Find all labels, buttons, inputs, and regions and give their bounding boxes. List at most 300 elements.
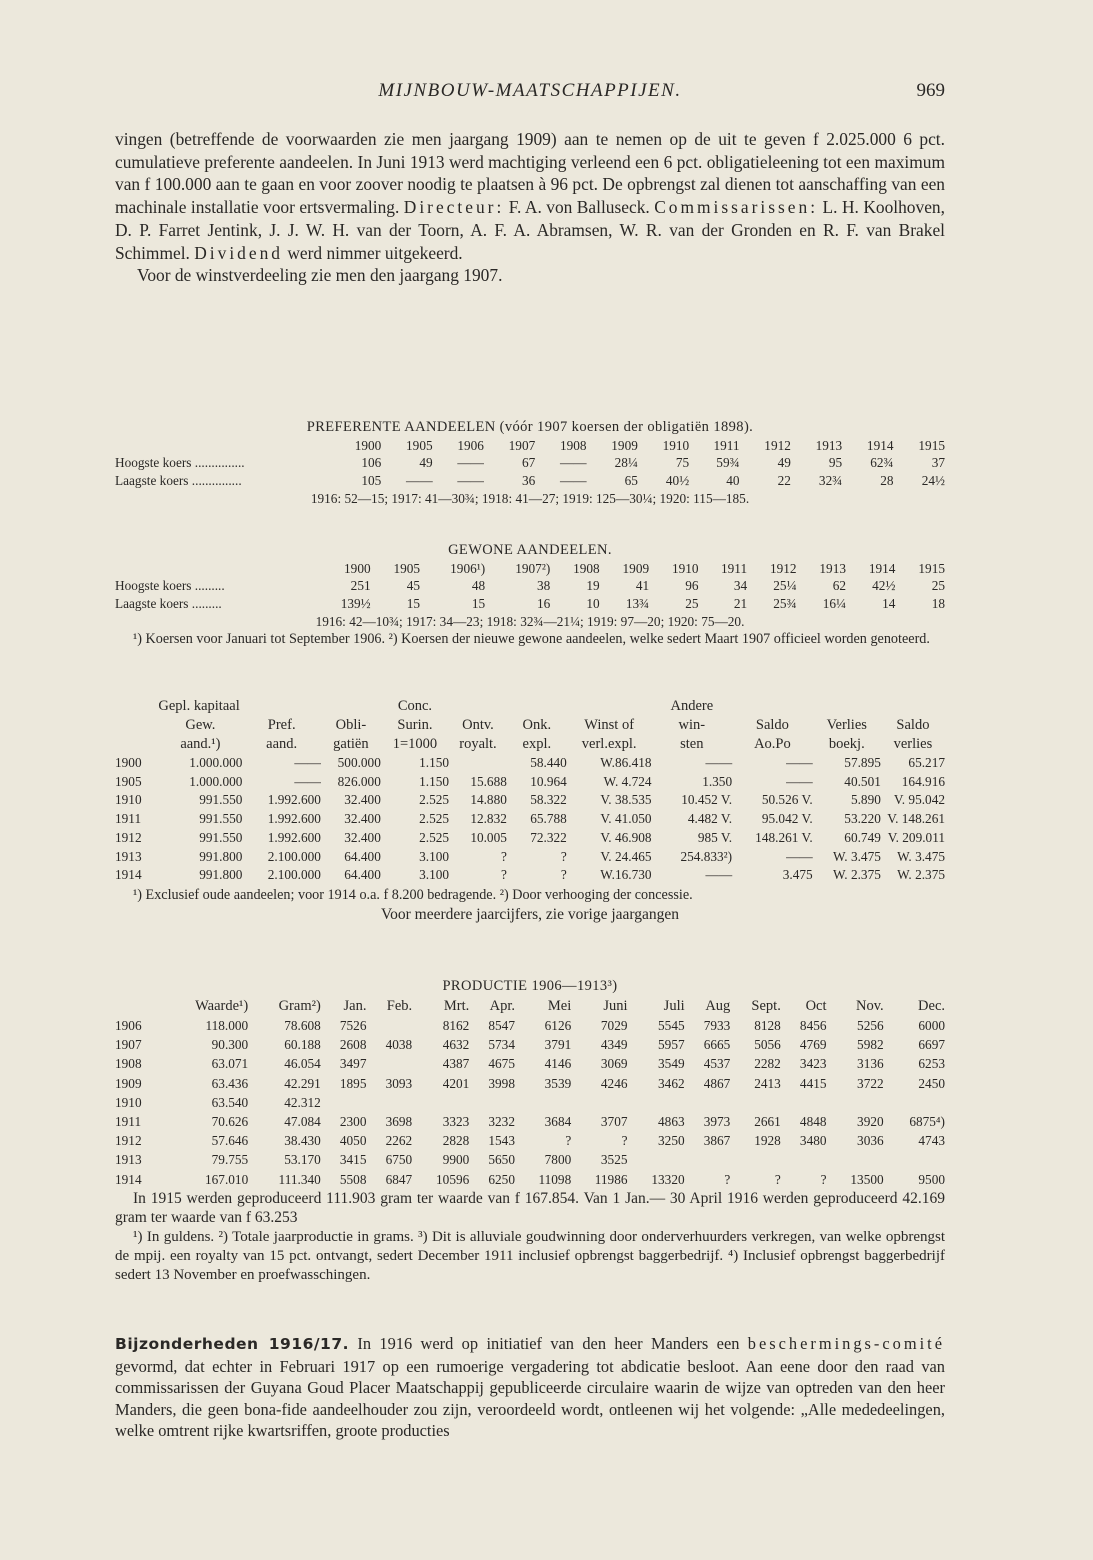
- table-cell: 2450: [918, 1075, 945, 1091]
- table-cell: 139½: [340, 595, 371, 611]
- table-cell: 47.084: [284, 1114, 321, 1130]
- header-cell: Surin.: [397, 717, 433, 733]
- header-cell: Jan.: [343, 998, 367, 1014]
- row-label: Hoogste koers ...............: [115, 455, 245, 471]
- table-cell: [515, 1093, 571, 1112]
- header-cell: Ao.Po: [754, 736, 791, 752]
- table-cell: [827, 1150, 884, 1169]
- year-cell: 1906: [457, 438, 484, 453]
- table-cell: [321, 1093, 367, 1112]
- table-cell: 65.217: [908, 755, 945, 770]
- year-cell: 1914: [115, 1171, 142, 1187]
- year-cell: 1909: [611, 438, 638, 453]
- table-cell: 60.188: [284, 1037, 321, 1053]
- table-cell: 991.800: [199, 867, 243, 883]
- year-cell: 1908: [573, 561, 600, 576]
- table-cell: 2262: [385, 1133, 413, 1149]
- table-header-row: [115, 735, 945, 754]
- year-cell: 1907: [508, 438, 536, 453]
- year-cell: 1914: [868, 561, 896, 576]
- header-cell: Pref.: [267, 717, 296, 733]
- table-cell: [628, 1093, 685, 1112]
- header-cell: Verlies: [826, 717, 867, 733]
- table-cell: 60.749: [844, 829, 881, 845]
- table-cell: 34: [733, 578, 748, 594]
- table-cell: ?: [724, 1171, 731, 1187]
- table-cell: ?: [560, 867, 567, 883]
- table-cell: 4050: [339, 1133, 367, 1149]
- table-cell: 1.150: [419, 755, 450, 770]
- table-cell: 32¾: [818, 472, 843, 488]
- table-cell: 2.525: [419, 829, 450, 845]
- table-cell: 3722: [857, 1075, 884, 1091]
- table-cell: 3480: [799, 1133, 827, 1149]
- table-cell: 63.540: [211, 1094, 249, 1110]
- year-cell: 1908: [115, 1056, 142, 1072]
- kapitaal-footnote: ¹) Exclusief oude aandeelen; voor 1914 o.a. f 8.200 bedragende. ²) Door verhooging der concessie.: [133, 886, 693, 903]
- table-cell: W.86.418: [600, 755, 652, 770]
- year-cell: 1908: [559, 438, 587, 453]
- table-cell: W. 2.375: [832, 867, 881, 883]
- table-cell: 4349: [600, 1037, 628, 1053]
- winstverdeeling-paragraph: Voor de winstverdeeling zie men den jaargang 1907.: [137, 265, 503, 286]
- table-cell: [685, 1093, 731, 1112]
- header-cell: Sept.: [751, 998, 781, 1014]
- table-cell: 58.440: [530, 755, 567, 770]
- table-cell: ——: [457, 455, 484, 471]
- table-cell: 2.100.000: [267, 867, 321, 883]
- table-row: [115, 754, 945, 773]
- header-cell: [115, 735, 158, 754]
- table-cell: 28¼: [614, 455, 638, 471]
- table-cell: 49: [419, 455, 433, 471]
- table-cell: 1.992.600: [267, 829, 321, 845]
- table-cell: 57.646: [211, 1133, 249, 1149]
- year-cell: 1913: [115, 1152, 142, 1168]
- year-cell: 1914: [115, 867, 142, 883]
- table-header-row: [115, 437, 945, 454]
- header-cell: Gepl. kapitaal: [158, 698, 240, 714]
- table-cell: 16: [536, 595, 551, 611]
- table-cell: 991.550: [199, 811, 243, 827]
- table-cell: V. 148.261: [887, 811, 945, 827]
- table-cell: ——: [705, 755, 733, 770]
- table-cell: 37: [931, 455, 945, 471]
- bijzonderheden-spaced-term: beschermings-comité: [747, 1334, 945, 1353]
- table-cell: 10.964: [530, 773, 567, 789]
- table-cell: [685, 1150, 731, 1169]
- table-cell: 65.788: [530, 811, 567, 827]
- productie-table: [115, 996, 945, 1189]
- table-cell: [366, 1016, 412, 1035]
- table-cell: 826.000: [337, 773, 381, 789]
- table-cell: 75: [675, 455, 690, 471]
- header-cell: verlies: [893, 736, 933, 752]
- table-cell: 78.608: [284, 1018, 321, 1033]
- table-cell: 46.054: [284, 1056, 321, 1072]
- table-cell: [730, 1150, 781, 1169]
- table-cell: 59¾: [716, 455, 740, 471]
- table-cell: 5734: [488, 1037, 515, 1053]
- header-cell: aand.¹): [180, 736, 221, 752]
- table-cell: V. 38.535: [600, 792, 652, 808]
- productie-paragraph: In 1915 werden geproduceerd 111.903 gram ter waarde van f 167.854. Van 1 Jan.— 30 April 1916 werden geproduceerd 42.169 gram ter waarde van f 63.253: [115, 1189, 945, 1227]
- table-cell: 4632: [442, 1037, 470, 1053]
- bijzonderheden-text-a: In 1916 werd op initiatief van den heer Manders een: [357, 1334, 740, 1353]
- header-cell: Conc.: [397, 698, 433, 714]
- table-cell: 4415: [799, 1075, 827, 1091]
- table-cell: 63.071: [211, 1056, 249, 1072]
- table-cell: 5982: [857, 1037, 884, 1053]
- header-cell: verl.expl.: [581, 736, 637, 752]
- dividend-value: werd nimmer uitgekeerd.: [287, 242, 463, 263]
- table-cell: 3415: [339, 1152, 367, 1168]
- table-cell: 118.000: [205, 1018, 249, 1033]
- table-cell: 2608: [339, 1037, 367, 1053]
- running-title: MIJNBOUW-MAATSCHAPPIJEN.: [378, 80, 682, 101]
- table-cell: 4867: [703, 1075, 731, 1091]
- table-cell: ——: [705, 867, 733, 883]
- table-row: [115, 1093, 945, 1112]
- header-cell: sten: [680, 736, 704, 752]
- table-cell: ?: [500, 867, 507, 883]
- header-cell: 1=1000: [392, 736, 438, 752]
- header-cell: [567, 697, 652, 716]
- intro-section: [115, 128, 945, 287]
- table-cell: 10.452 V.: [681, 792, 733, 808]
- table-cell: 3867: [703, 1133, 731, 1149]
- table-cell: 7029: [600, 1018, 628, 1033]
- header-cell: Juni: [603, 998, 628, 1014]
- table-cell: 1.150: [419, 773, 450, 789]
- bijzonderheden-section: [115, 1333, 945, 1442]
- table-cell: 8162: [442, 1018, 470, 1033]
- table-cell: 65: [624, 472, 638, 488]
- kapitaal-section: [115, 697, 945, 926]
- table-cell: ——: [294, 755, 321, 770]
- running-header: [115, 80, 945, 106]
- table-cell: 36: [521, 472, 536, 488]
- table-cell: 42.291: [284, 1075, 321, 1091]
- table-cell: 3136: [857, 1056, 884, 1072]
- table-cell: 2282: [754, 1056, 781, 1072]
- table-cell: 2.525: [419, 811, 450, 827]
- table-cell: ?: [565, 1133, 572, 1149]
- table-cell: 3549: [658, 1056, 685, 1072]
- table-cell: 38.430: [284, 1133, 321, 1149]
- header-cell: royalt.: [459, 736, 497, 752]
- table-cell: 28: [880, 472, 894, 488]
- table-cell: 62¾: [870, 455, 894, 471]
- table-row: [115, 1131, 945, 1150]
- table-cell: 90.300: [211, 1037, 249, 1053]
- page-number: 969: [916, 80, 945, 101]
- table-cell: [781, 1150, 827, 1169]
- table-cell: ——: [457, 472, 484, 488]
- table-cell: 41: [635, 578, 650, 594]
- intro-text: vingen (betreffende de voorwaarden zie men jaargang 1909) aan te nemen op de uit te geven f 2.025.000 6 pct. cumulatieve preferente aandeelen. In Juni 1913 werd machtiging verleend een 6 pct. obligatieleening tot een maximum van f 100.000 aan te gaan en voor zoover noodig te plaatsen à 96 pct. De opbrengst zal dienen tot aanschaffing van een machinale installatie voor ertsvermaling.: [115, 129, 945, 218]
- year-cell: 1905: [393, 561, 421, 576]
- preferente-caption: PREFERENTE AANDEELEN (vóór 1907 koersen der obligatiën 1898).: [306, 419, 754, 435]
- table-cell: 1928: [754, 1133, 781, 1149]
- table-cell: 50.526 V.: [761, 792, 813, 808]
- table-cell: V. 46.908: [600, 829, 652, 845]
- table-cell: [469, 1093, 515, 1112]
- header-cell: Andere: [670, 698, 714, 714]
- table-cell: 9900: [442, 1152, 470, 1168]
- header-cell: [321, 697, 381, 716]
- table-cell: W. 3.475: [897, 848, 945, 864]
- table-cell: 11098: [538, 1171, 572, 1187]
- year-cell: 1913: [115, 848, 142, 864]
- row-label: Laagste koers .........: [115, 595, 222, 611]
- table-cell: 16¼: [822, 595, 846, 611]
- gewone-footnote: ¹) Koersen voor Januari tot September 1906. ²) Koersen der nieuwe gewone aandeelen, welke sedert Maart 1907 officieel worden genoteerd.: [133, 630, 930, 647]
- table-cell: 5.890: [850, 792, 881, 808]
- year-cell: 1913: [815, 438, 843, 453]
- table-cell: 8128: [754, 1018, 781, 1033]
- table-cell: 3920: [857, 1114, 884, 1130]
- year-cell: 1909: [115, 1075, 142, 1091]
- preferente-section: [115, 417, 945, 508]
- table-cell: 148.261 V.: [755, 829, 813, 845]
- table-cell: 53.170: [284, 1152, 321, 1168]
- table-row: [115, 1035, 945, 1054]
- header-cell: [115, 716, 158, 735]
- table-cell: 24½: [921, 472, 945, 488]
- header-cell: Onk.: [522, 717, 552, 733]
- table-cell: ——: [786, 755, 813, 770]
- year-cell: 1912: [115, 1133, 142, 1149]
- table-cell: 40.501: [844, 773, 881, 789]
- table-row: [115, 773, 945, 792]
- header-cell: gatiën: [333, 736, 369, 752]
- table-row: [115, 1074, 945, 1093]
- table-cell: 18: [931, 595, 945, 611]
- table-cell: 13320: [651, 1171, 685, 1187]
- table-cell: 6847: [385, 1171, 413, 1187]
- table-cell: 4863: [658, 1114, 685, 1130]
- table-cell: 45: [406, 578, 421, 594]
- year-cell: 1900: [115, 755, 142, 770]
- table-cell: 8547: [488, 1018, 515, 1033]
- table-cell: W. 3.475: [832, 848, 881, 864]
- table-cell: 111.340: [278, 1171, 321, 1187]
- table-cell: 3791: [544, 1037, 572, 1053]
- table-cell: 38: [536, 578, 551, 594]
- table-cell: 3684: [544, 1114, 572, 1130]
- table-cell: 64.400: [344, 867, 381, 883]
- table-cell: 6750: [385, 1152, 413, 1168]
- table-cell: 2.525: [419, 792, 450, 808]
- header-cell: Saldo: [896, 717, 930, 733]
- table-cell: 3497: [339, 1056, 367, 1072]
- header-cell: Waarde¹): [195, 998, 249, 1014]
- table-cell: 10: [586, 595, 600, 611]
- table-cell: 251: [350, 578, 371, 594]
- table-cell: 13500: [850, 1171, 884, 1187]
- table-cell: 10596: [436, 1171, 470, 1187]
- table-cell: 5256: [857, 1018, 884, 1033]
- table-cell: 4146: [544, 1056, 572, 1072]
- table-cell: 58.322: [530, 792, 567, 808]
- table-cell: 25¾: [773, 595, 797, 611]
- table-cell: 15: [471, 595, 486, 611]
- year-cell: 1910: [662, 438, 690, 453]
- table-cell: 7933: [703, 1018, 731, 1033]
- table-cell: 3232: [488, 1114, 515, 1130]
- table-cell: 79.755: [211, 1152, 249, 1168]
- table-cell: 6250: [488, 1171, 515, 1187]
- table-cell: [628, 1150, 685, 1169]
- table-cell: 500.000: [337, 755, 381, 770]
- table-cell: 95: [828, 455, 843, 471]
- row-label: Laagste koers ...............: [115, 472, 242, 488]
- table-cell: V. 41.050: [600, 811, 652, 827]
- table-cell: 96: [685, 578, 699, 594]
- table-cell: 32.400: [344, 792, 381, 808]
- table-header-row: [115, 996, 945, 1016]
- year-cell: 1900: [354, 438, 382, 453]
- year-cell: 1912: [769, 561, 797, 576]
- table-cell: 991.550: [199, 792, 243, 808]
- commissarissen-label: Commissarissen:: [654, 197, 819, 218]
- table-row: [115, 1016, 945, 1035]
- table-cell: 53.220: [844, 811, 881, 827]
- table-cell: W.16.730: [600, 867, 652, 883]
- year-cell: 1900: [344, 561, 371, 576]
- table-cell: 3323: [442, 1114, 470, 1130]
- header-cell: [881, 697, 945, 716]
- table-cell: 164.916: [901, 773, 945, 789]
- table-row: [115, 1170, 945, 1189]
- table-row: [115, 1150, 945, 1169]
- table-cell: 9500: [918, 1171, 945, 1187]
- header-cell: Saldo: [755, 717, 789, 733]
- gewone-caption: GEWONE AANDEELEN.: [448, 542, 612, 558]
- table-cell: [884, 1150, 945, 1169]
- table-cell: ?: [774, 1171, 781, 1187]
- table-cell: 105: [361, 472, 382, 488]
- table-row: [115, 595, 945, 612]
- table-cell: 72.322: [530, 829, 567, 845]
- header-cell: expl.: [522, 736, 552, 752]
- year-cell: 1911: [115, 1114, 142, 1130]
- header-cell: Gram²): [278, 998, 321, 1014]
- table-row: [115, 1112, 945, 1131]
- table-cell: [449, 754, 507, 773]
- table-cell: ?: [500, 848, 507, 864]
- year-cell: 1913: [819, 561, 846, 576]
- table-row: [115, 866, 945, 885]
- table-cell: 3998: [488, 1075, 515, 1091]
- header-cell: Gew.: [185, 717, 216, 733]
- table-cell: 25: [685, 595, 699, 611]
- table-row: [115, 577, 945, 594]
- header-cell: Juli: [663, 998, 685, 1014]
- header-cell: [732, 697, 813, 716]
- more-years-note: Voor meerdere jaarcijfers, zie vorige jaargangen: [380, 905, 680, 923]
- table-cell: [884, 1093, 945, 1112]
- table-cell: [366, 1093, 412, 1112]
- table-header-row: [115, 716, 945, 735]
- header-cell: Apr.: [489, 998, 515, 1014]
- table-cell: 985 V.: [697, 829, 733, 845]
- table-cell: ——: [786, 848, 813, 864]
- table-cell: ?: [820, 1171, 827, 1187]
- year-cell: 1910: [115, 792, 142, 808]
- table-cell: 40: [726, 472, 740, 488]
- table-cell: 991.550: [199, 829, 243, 845]
- bijzonderheden-text-b: gevormd, dat echter in Februari 1917 op een rumoerige vergadering tot abdicatie besloot. Aan eene door den raad van commissarissen der Guyana Goud Placer Maatschappij gepubliceerde circulaire waarin de wijze van optreden van den heer Manders, die geen bona-fide aandeelhouder zou zijn, veroordeeld wordt, ontleenen wij het volgende: „Alle mededeelingen, welke omtrent rijke kwartsriffen, groote producties: [115, 1356, 945, 1441]
- productie-footnote: ¹) In guldens. ²) Totale jaarproductie in grams. ³) Dit is alluviale goudwinning door onderverhuurders verkregen, van welke opbrengst de mpij. een royalty van 15 pct. ontvangt, sedert December 1911 inclusief opbrengst baggerbedrijf. ⁴) Inclusief opbrengst baggerbedrijf sedert 13 November en proefwasschingen.: [115, 1228, 945, 1283]
- dividend-label: Dividend: [194, 242, 283, 263]
- table-cell: 42.312: [284, 1094, 321, 1110]
- table-row: [115, 454, 945, 471]
- table-cell: [366, 1054, 412, 1073]
- table-cell: 4675: [488, 1056, 515, 1072]
- table-cell: 3.100: [419, 867, 450, 883]
- header-cell: Obli-: [335, 717, 367, 733]
- header-cell: aand.: [266, 736, 298, 752]
- table-cell: 4387: [442, 1056, 470, 1072]
- year-cell: 1909: [622, 561, 650, 576]
- table-cell: 1543: [488, 1133, 515, 1149]
- header-cell: [507, 697, 567, 716]
- header-cell: Oct: [805, 998, 827, 1014]
- header-cell: Feb.: [386, 998, 413, 1014]
- table-cell: 4848: [799, 1114, 827, 1130]
- table-cell: 3423: [799, 1056, 827, 1072]
- table-cell: 42½: [872, 578, 896, 594]
- commissarissen-value: L. H. Koolhoven, D. P. Farret Jentink, J. J. W. H. van der Toorn, A. F. A. Abramsen, W. R. van der Gronden en R. F. van Brakel Schimmel.: [115, 197, 945, 263]
- bijzonderheden-heading: Bijzonderheden 1916/17.: [115, 1335, 350, 1353]
- table-cell: 12.832: [470, 811, 507, 827]
- header-cell: Aug: [705, 998, 731, 1014]
- table-cell: V. 24.465: [600, 848, 652, 864]
- header-cell: [115, 697, 158, 716]
- year-cell: 1911: [115, 811, 142, 827]
- year-cell: 1914: [866, 438, 894, 453]
- table-cell: 3093: [385, 1075, 413, 1091]
- year-cell: 1912: [764, 438, 791, 453]
- table-cell: 5545: [658, 1018, 685, 1033]
- preferente-footer: 1916: 52—15; 1917: 41—30¾; 1918: 41—27; 1919: 125—30¼; 1920: 115—185.: [310, 490, 750, 506]
- table-cell: ——: [559, 472, 587, 488]
- table-cell: 4743: [918, 1133, 945, 1149]
- table-cell: 6126: [544, 1018, 572, 1033]
- table-cell: 2828: [442, 1133, 470, 1149]
- productie-caption: PRODUCTIE 1906—1913³): [442, 978, 618, 994]
- table-cell: 22: [777, 472, 791, 488]
- table-cell: ——: [559, 455, 587, 471]
- table-cell: 6665: [703, 1037, 731, 1053]
- table-cell: 64.400: [344, 848, 381, 864]
- table-cell: 4769: [799, 1037, 827, 1053]
- table-cell: 6697: [918, 1037, 945, 1053]
- table-cell: [730, 1093, 781, 1112]
- table-cell: W. 2.375: [897, 867, 945, 883]
- table-cell: ——: [294, 773, 321, 789]
- table-cell: 14.880: [470, 792, 507, 808]
- table-cell: 6253: [918, 1056, 945, 1072]
- year-cell: 1907²): [515, 561, 551, 576]
- table-cell: 3.475: [782, 867, 813, 883]
- table-cell: 8456: [799, 1018, 827, 1033]
- year-cell: 1910: [671, 561, 699, 576]
- year-cell: 1911: [721, 561, 748, 576]
- year-cell: 1912: [115, 829, 142, 845]
